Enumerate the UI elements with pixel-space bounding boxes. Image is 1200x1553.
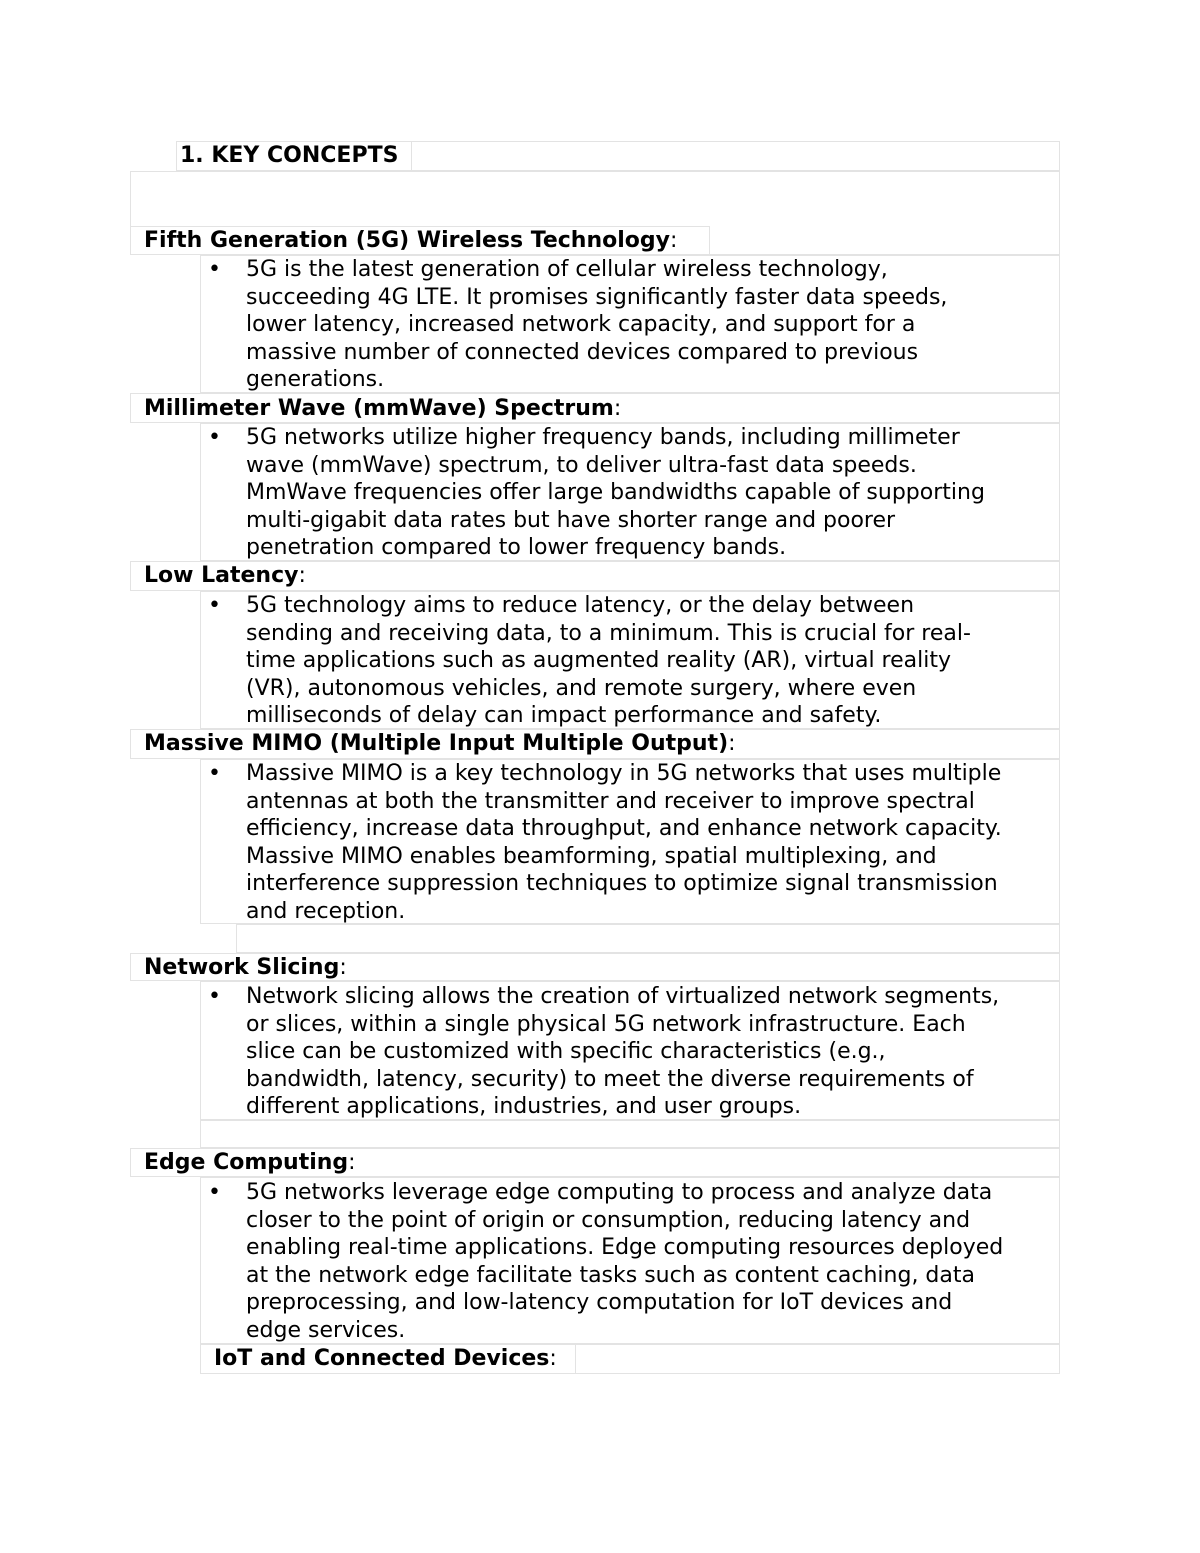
- section-title: Fifth Generation (5G) Wireless Technology:: [144, 228, 678, 253]
- section-text: Massive MIMO is a key technology in 5G networks that uses multiple antennas at both the transmitter and receiver to improve spectral efficiency, increase data throughput, and enhance network capacity. Massive MIMO enables beamforming, spatial multiplexing, and interference suppression techniques to optimize signal transmission and reception.: [246, 761, 1002, 924]
- section-text: 5G networks leverage edge computing to process and analyze data closer to the point of origin or consumption, reducing latency and enabling real-time applications. Edge computing resources deployed at the network edge facilitate tasks such as content caching, data preprocessing, and low-latency computation for IoT devices and edge services.: [246, 1180, 1004, 1343]
- spacer-cell: [200, 1120, 1060, 1148]
- bullet-icon: •: [208, 593, 221, 618]
- section-text: 5G is the latest generation of cellular wireless technology, succeeding 4G LTE. It promises significantly faster data speeds, lower latency, increased network capacity, and support for a massive number of connected devices compared to previous generations.: [246, 257, 948, 392]
- spacer-cell: [236, 924, 1060, 953]
- section-title: Massive MIMO (Multiple Input Multiple Output):: [144, 731, 736, 756]
- section-text: Network slicing allows the creation of virtualized network segments, or slices, within a single physical 5G network infrastructure. Each slice can be customized with specific characteristics (e.g., bandwidth, latency, security) to meet the diverse requirements of different applications, industries, and user groups.: [246, 984, 1000, 1119]
- section-title: IoT and Connected Devices:: [214, 1346, 557, 1371]
- bullet-icon: •: [208, 257, 221, 282]
- section-title: Millimeter Wave (mmWave) Spectrum:: [144, 396, 622, 421]
- bullet-icon: •: [208, 761, 221, 786]
- section-text: 5G networks utilize higher frequency bands, including millimeter wave (mmWave) spectrum, to deliver ultra-fast data speeds. MmWave frequencies offer large bandwidths capable of supporting multi-gigabit data rates but have shorter range and poorer penetration compared to lower frequency bands.: [246, 425, 985, 560]
- bullet-icon: •: [208, 1180, 221, 1205]
- page-heading: 1. KEY CONCEPTS: [180, 143, 399, 168]
- section-title: Network Slicing:: [144, 955, 347, 980]
- section-title: Edge Computing:: [144, 1150, 356, 1175]
- bullet-icon: •: [208, 984, 221, 1009]
- bullet-icon: •: [208, 425, 221, 450]
- section-title: Low Latency:: [144, 563, 306, 588]
- section-text: 5G technology aims to reduce latency, or the delay between sending and receiving data, to a minimum. This is crucial for real- time applications such as augmented reality (AR), virtual reality (VR), autonomous vehicles, and remote surgery, where even milliseconds of delay can impact performance and safety.: [246, 593, 971, 728]
